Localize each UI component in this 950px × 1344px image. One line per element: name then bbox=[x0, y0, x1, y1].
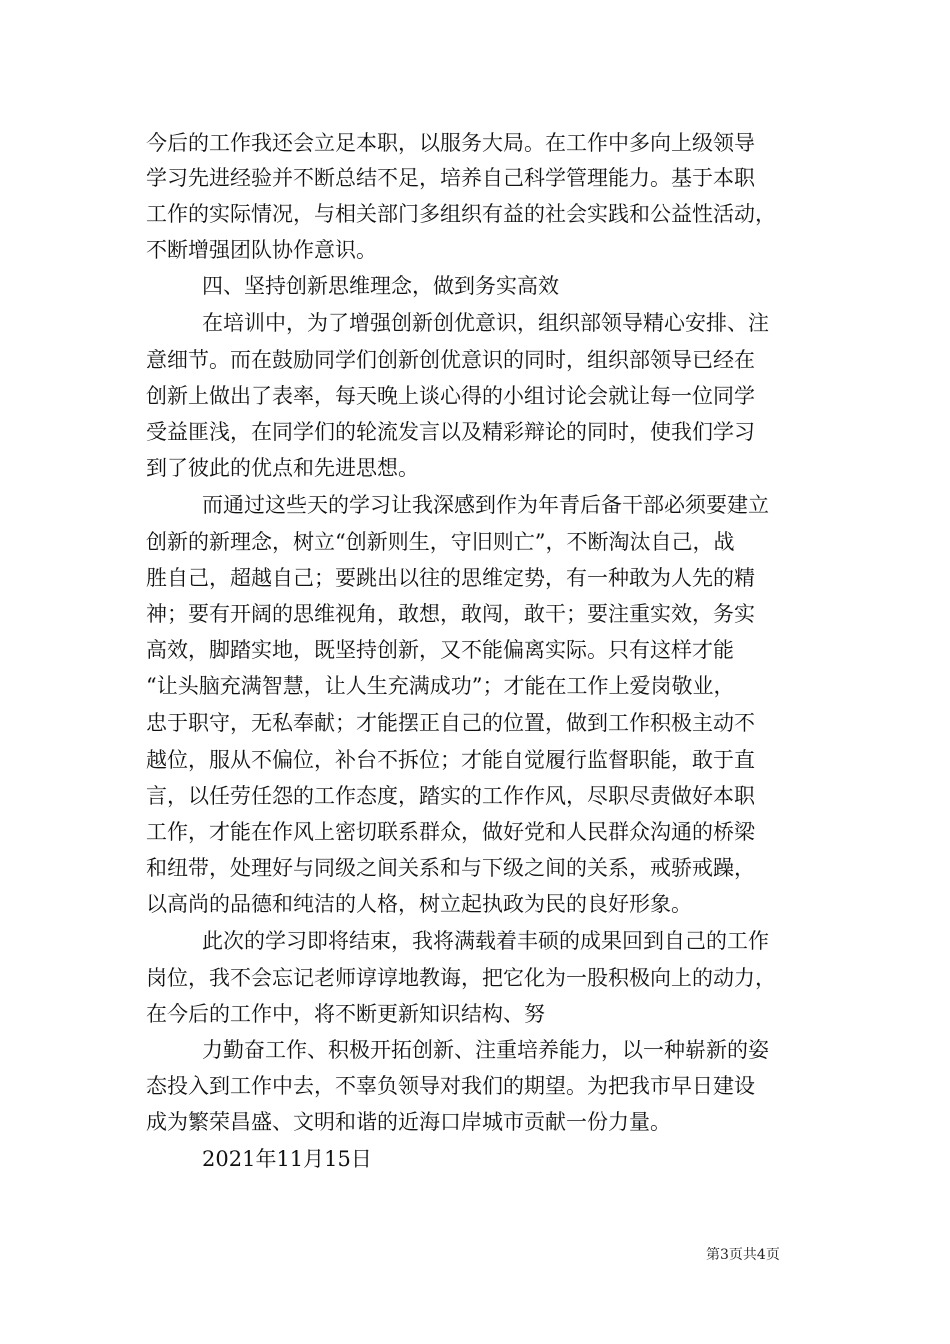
section-heading: 四、坚持创新思维理念，做到务实高效 bbox=[202, 274, 559, 298]
text-line-9: 受益匪浅，在同学们的轮流发言以及精彩辩论的同时，使我们学习 bbox=[146, 420, 755, 444]
document-date: 2021年11月15日 bbox=[202, 1147, 372, 1171]
text-line-1: 今后的工作我还会立足本职，以服务大局。在工作中多向上级领导 bbox=[146, 131, 755, 155]
text-line-3: 工作的实际情况，与相关部门多组织有益的社会实践和公益性活动， bbox=[146, 202, 776, 226]
text-line-22: 以高尚的品德和纯洁的人格，树立起执政为民的良好形象。 bbox=[146, 892, 692, 916]
text-line-12: 创新的新理念，树立“创新则生，守旧则亡”，不断淘汰自己，战 bbox=[146, 530, 735, 554]
text-line-26: 力勤奋工作、积极开拓创新、注重培养能力，以一种崭新的姿 bbox=[202, 1038, 769, 1062]
text-line-8: 创新上做出了表率，每天晚上谈心得的小组讨论会就让每一位同学 bbox=[146, 384, 755, 408]
text-line-2: 学习先进经验并不断总结不足，培养自己科学管理能力。基于本职 bbox=[146, 166, 755, 190]
text-line-6: 在培训中，为了增强创新创优意识，组织部领导精心安排、注 bbox=[202, 311, 769, 335]
text-line-10: 到了彼此的优点和先进思想。 bbox=[146, 456, 419, 480]
text-line-23: 此次的学习即将结束，我将满载着丰硕的成果回到自己的工作 bbox=[202, 929, 769, 953]
text-line-4: 不断增强团队协作意识。 bbox=[146, 238, 377, 262]
text-line-11: 而通过这些天的学习让我深感到作为年青后备干部必须要建立 bbox=[202, 493, 769, 517]
text-line-14: 神；要有开阔的思维视角，敢想，敢闯，敢干；要注重实效，务实 bbox=[146, 602, 755, 626]
text-line-20: 工作，才能在作风上密切联系群众，做好党和人民群众沟通的桥梁 bbox=[146, 820, 755, 844]
text-line-19: 言，以任劳任怨的工作态度，踏实的工作作风，尽职尽责做好本职 bbox=[146, 784, 755, 808]
text-line-21: 和纽带，处理好与同级之间关系和与下级之间的关系，戒骄戒躁， bbox=[146, 856, 755, 880]
text-line-18: 越位，服从不偏位，补台不拆位；才能自觉履行监督职能，敢于直 bbox=[146, 748, 755, 772]
text-line-27: 态投入到工作中去，不辜负领导对我们的期望。为把我市早日建设 bbox=[146, 1074, 755, 1098]
page-number-footer: 第3页共4页 bbox=[706, 1247, 780, 1263]
text-line-16: “让头脑充满智慧，让人生充满成功”；才能在工作上爱岗敬业， bbox=[146, 674, 735, 698]
text-line-28: 成为繁荣昌盛、文明和谐的近海口岸城市贡献一份力量。 bbox=[146, 1110, 671, 1134]
text-line-13: 胜自己，超越自己；要跳出以往的思维定势，有一种敢为人先的精 bbox=[146, 566, 755, 590]
text-line-15: 高效，脚踏实地，既坚持创新，又不能偏离实际。只有这样才能 bbox=[146, 638, 734, 662]
text-line-7: 意细节。而在鼓励同学们创新创优意识的同时，组织部领导已经在 bbox=[146, 348, 755, 372]
text-line-24: 岗位，我不会忘记老师谆谆地教诲，把它化为一股积极向上的动力， bbox=[146, 966, 776, 990]
text-line-25: 在今后的工作中，将不断更新知识结构、努 bbox=[146, 1002, 545, 1026]
text-line-17: 忠于职守，无私奉献；才能摆正自己的位置，做到工作积极主动不 bbox=[146, 711, 755, 735]
